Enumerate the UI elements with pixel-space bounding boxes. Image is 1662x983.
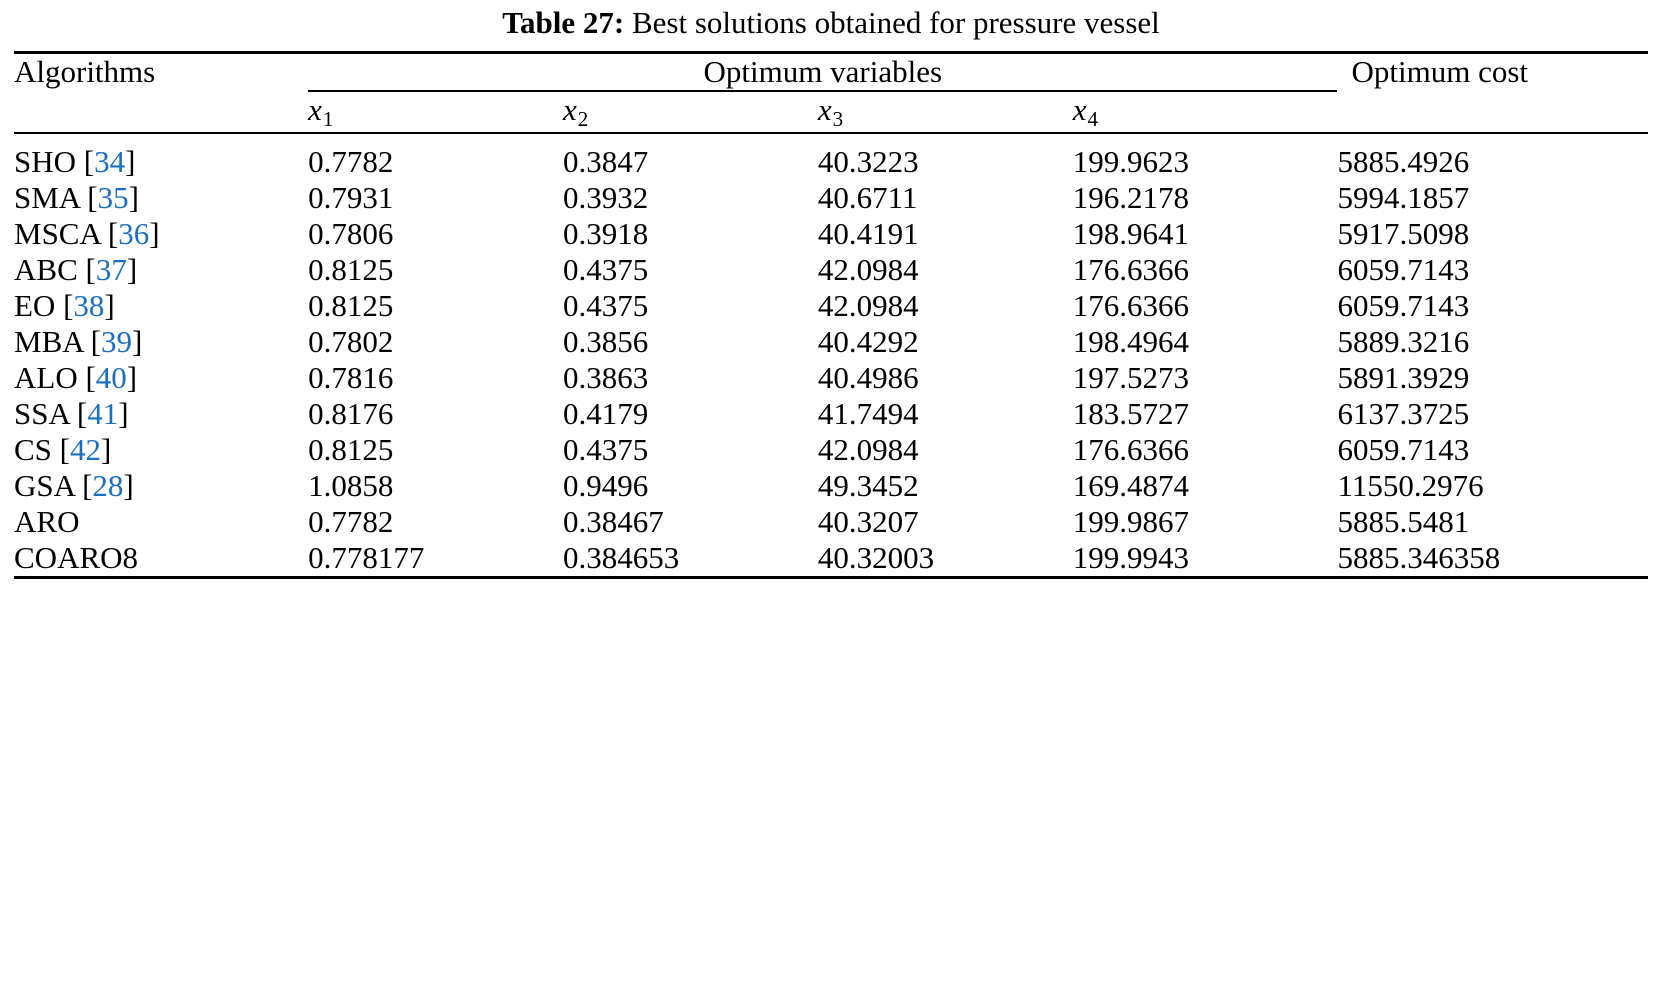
caption-label: Table 27: — [502, 5, 625, 40]
reference-link[interactable]: 38 — [73, 287, 105, 323]
header-algorithms: Algorithms — [14, 52, 308, 90]
table-row — [14, 396, 1648, 432]
row-x2: 0.3847 — [563, 143, 649, 179]
row-x3: 40.4986 — [817, 359, 919, 395]
table-row — [14, 252, 1648, 288]
row-cost: 11550.2976 — [1337, 467, 1484, 503]
row-x3: 40.3207 — [817, 503, 919, 539]
table-row — [14, 540, 1648, 578]
row-x3: 40.4292 — [817, 323, 919, 359]
row-cost: 5891.3929 — [1337, 359, 1470, 395]
row-cost: 5994.1857 — [1337, 179, 1470, 215]
row-x3: 42.0984 — [817, 287, 919, 323]
row-cost: 5885.5481 — [1337, 503, 1470, 539]
subheader-empty — [14, 92, 308, 133]
subheader-x3: $x_3$ — [817, 91, 844, 131]
row-x1: 0.7931 — [308, 179, 394, 215]
row-x4: 199.9867 — [1072, 503, 1190, 539]
table-row — [14, 216, 1648, 252]
reference-link[interactable]: 28 — [92, 467, 124, 503]
row-x2: 0.4375 — [563, 431, 649, 467]
row-x3: 42.0984 — [817, 431, 919, 467]
row-x3: 40.6711 — [817, 179, 918, 215]
table-header-row — [14, 52, 1648, 90]
row-x2: 0.3856 — [563, 323, 649, 359]
row-x3: 41.7494 — [817, 395, 919, 431]
table-subheader-row — [14, 92, 1648, 133]
row-x2: 0.4375 — [563, 287, 649, 323]
row-algorithm: COARO8 — [14, 539, 139, 575]
row-cost: 5889.3216 — [1337, 323, 1470, 359]
table-caption — [14, 0, 1648, 51]
results-table — [14, 51, 1648, 589]
reference-link[interactable]: 42 — [70, 431, 101, 467]
subheader-cost-empty — [1337, 92, 1648, 133]
row-x2: 0.3932 — [563, 179, 649, 215]
table-row — [14, 324, 1648, 360]
row-algorithm: ABC [37] — [14, 251, 138, 287]
row-x2: 0.4179 — [563, 395, 649, 431]
row-x4: 183.5727 — [1072, 395, 1190, 431]
row-x4: 199.9943 — [1072, 539, 1190, 575]
row-x2: 0.4375 — [563, 251, 649, 287]
row-x2: 0.3918 — [563, 215, 649, 251]
row-x1: 0.8125 — [308, 431, 394, 467]
row-x2: 0.3863 — [563, 359, 649, 395]
row-x4: 197.5273 — [1072, 359, 1190, 395]
bottomrule-row — [14, 577, 1648, 589]
row-cost: 6059.7143 — [1337, 431, 1470, 467]
row-x1: 0.778177 — [308, 539, 425, 575]
caption-text: Best solutions obtained for pressure vessel — [632, 5, 1160, 40]
reference-link[interactable]: 37 — [95, 251, 127, 287]
row-algorithm: SMA [35] — [14, 179, 139, 215]
row-x4: 196.2178 — [1072, 179, 1190, 215]
header-optimum-cost: Optimum cost — [1337, 52, 1648, 90]
row-cost: 5885.4926 — [1337, 143, 1470, 179]
reference-link[interactable]: 36 — [118, 215, 150, 251]
row-x3: 40.3223 — [817, 143, 919, 179]
table-row — [14, 432, 1648, 468]
reference-link[interactable]: 39 — [101, 323, 132, 359]
table-row — [14, 504, 1648, 540]
row-x4: 198.9641 — [1072, 215, 1190, 251]
reference-link[interactable]: 35 — [97, 179, 129, 215]
row-x3: 40.32003 — [817, 539, 935, 575]
subheader-x4: $x_4$ — [1072, 91, 1099, 131]
table-row — [14, 180, 1648, 216]
row-x4: 198.4964 — [1072, 323, 1190, 359]
table-row — [14, 288, 1648, 324]
row-cost: 5885.346358 — [1337, 539, 1501, 575]
subheader-x1: $x_1$ — [308, 91, 334, 131]
table-row — [14, 360, 1648, 396]
row-cost: 6059.7143 — [1337, 287, 1470, 323]
row-x4: 199.9623 — [1072, 143, 1190, 179]
row-x2: 0.9496 — [563, 467, 649, 503]
row-algorithm: MBA [39] — [14, 323, 143, 359]
midrule — [14, 133, 1648, 144]
row-x1: 0.7802 — [308, 323, 394, 359]
row-x1: 0.8176 — [308, 395, 394, 431]
row-algorithm: ARO — [14, 503, 80, 539]
row-x1: 1.0858 — [308, 467, 394, 503]
row-x1: 0.7782 — [308, 503, 394, 539]
bottomrule — [14, 577, 1648, 589]
row-algorithm: GSA [28] — [14, 467, 134, 503]
row-x4: 176.6366 — [1072, 431, 1190, 467]
subheader-x2: $x_2$ — [563, 91, 589, 131]
row-x4: 176.6366 — [1072, 251, 1190, 287]
row-x1: 0.7782 — [308, 143, 394, 179]
reference-link[interactable]: 34 — [94, 143, 126, 179]
row-x1: 0.8125 — [308, 287, 394, 323]
row-x3: 40.4191 — [817, 215, 919, 251]
row-algorithm: SHO [34] — [14, 143, 136, 179]
row-cost: 6059.7143 — [1337, 251, 1470, 287]
row-algorithm: CS [42] — [14, 431, 112, 467]
row-x1: 0.8125 — [308, 251, 394, 287]
row-algorithm: SSA [41] — [14, 395, 129, 431]
row-x2: 0.38467 — [563, 503, 664, 539]
row-cost: 6137.3725 — [1337, 395, 1470, 431]
row-x4: 169.4874 — [1072, 467, 1190, 503]
reference-link[interactable]: 40 — [95, 359, 127, 395]
row-x1: 0.7806 — [308, 215, 394, 251]
reference-link[interactable]: 41 — [87, 395, 119, 431]
row-x1: 0.7816 — [308, 359, 394, 395]
row-x3: 42.0984 — [817, 251, 919, 287]
row-x4: 176.6366 — [1072, 287, 1190, 323]
header-optimum-variables: Optimum variables — [308, 52, 1337, 90]
row-x3: 49.3452 — [817, 467, 919, 503]
row-x2: 0.384653 — [563, 539, 680, 575]
row-cost: 5917.5098 — [1337, 215, 1470, 251]
midrule-row — [14, 133, 1648, 144]
row-algorithm: EO [38] — [14, 287, 115, 323]
row-algorithm: ALO [40] — [14, 359, 138, 395]
table-row — [14, 468, 1648, 504]
table-row — [14, 144, 1648, 180]
row-algorithm: MSCA [36] — [14, 215, 160, 251]
